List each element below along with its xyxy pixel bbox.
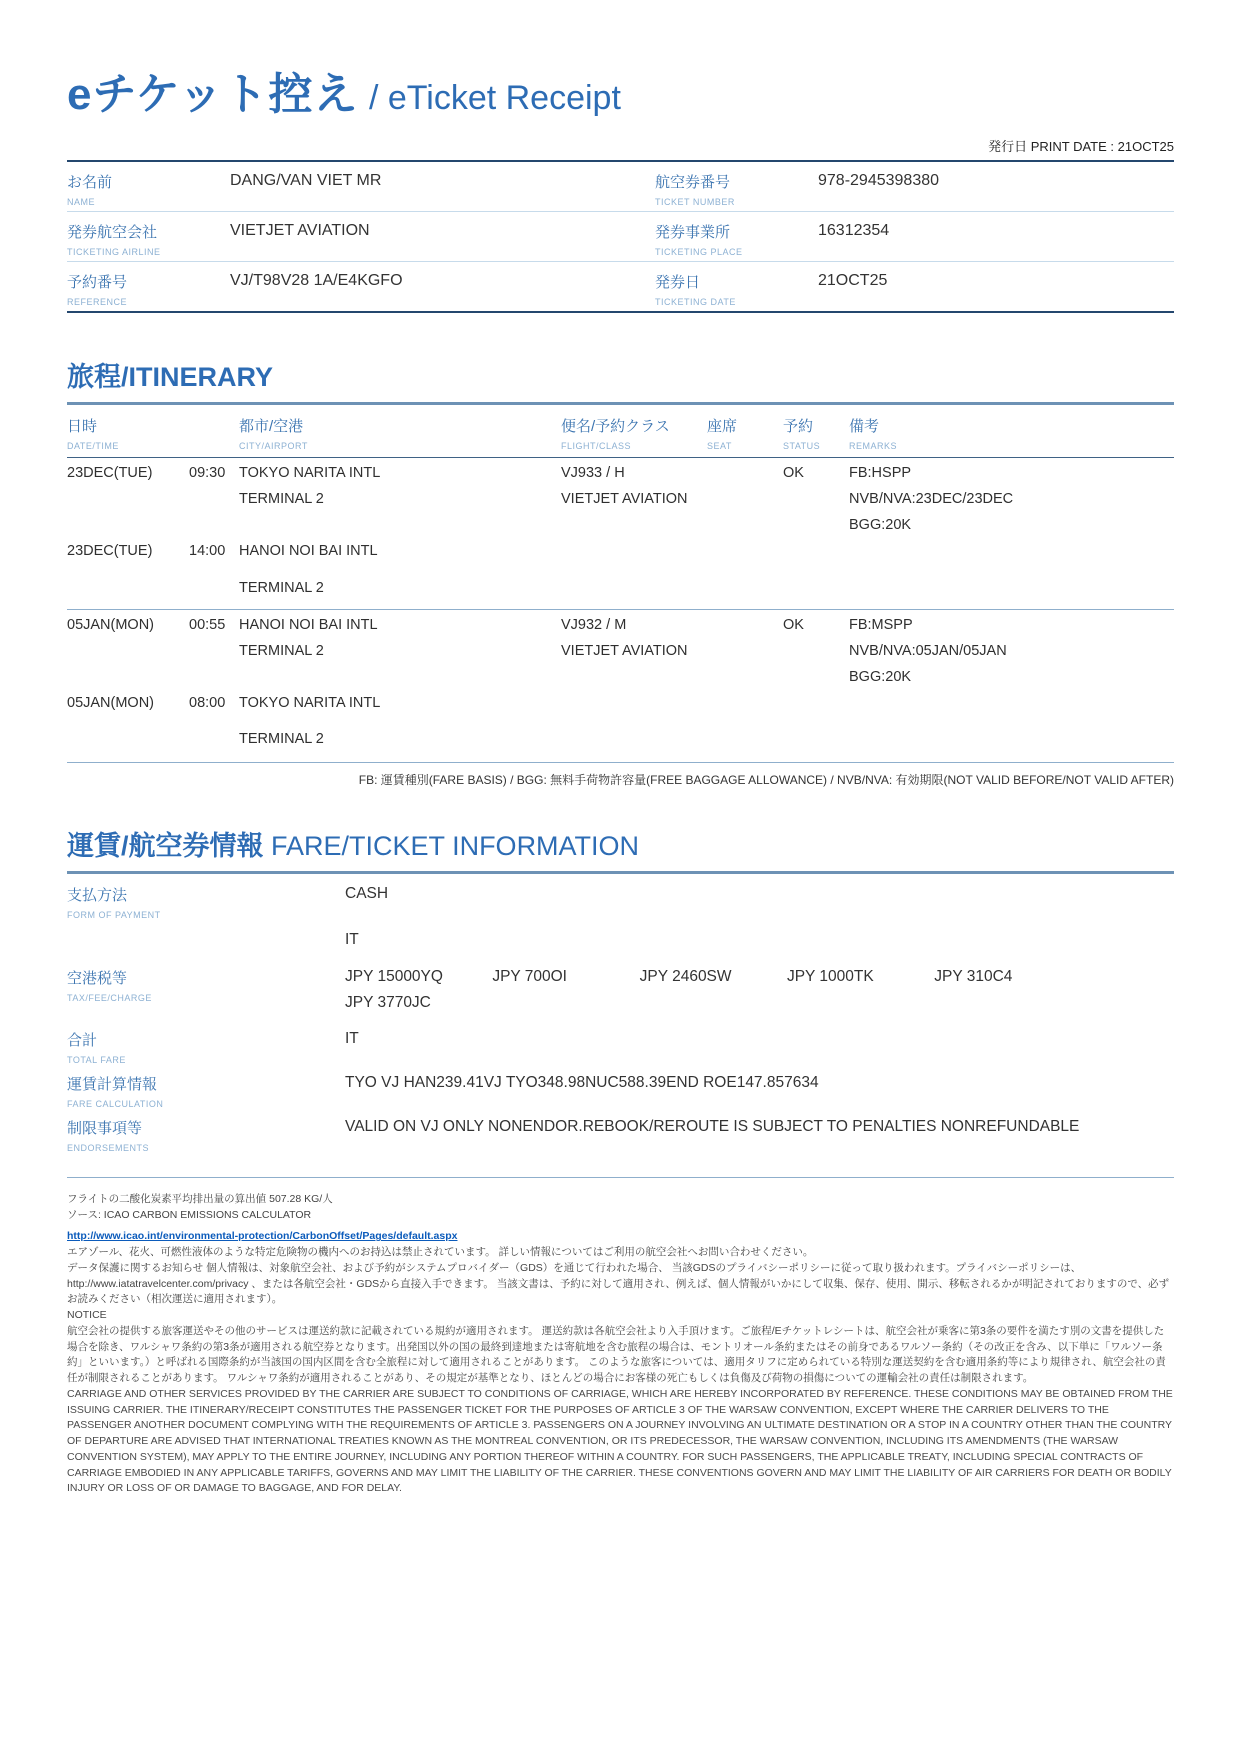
fineprint-block xyxy=(67,1192,1174,1497)
ticketing-place-label: 発券事業所 TICKETING PLACE xyxy=(655,224,743,257)
dep-airport: HANOI NOI BAI INTL xyxy=(239,616,378,633)
payment-label: 支払方法 FORM OF PAYMENT xyxy=(67,887,161,921)
co2-source: ソース: ICAO CARBON EMISSIONS CALCULATOR xyxy=(67,1208,312,1221)
page-title xyxy=(67,58,1174,122)
itinerary-segment-2 xyxy=(67,610,1174,751)
flight-number: VJ932 / M xyxy=(561,616,627,633)
carbon-offset-link[interactable]: http://www.icao.int/environmental-protection/CarbonOffset/Pages/default.aspx xyxy=(67,1230,458,1243)
remark-baggage: BGG:20K xyxy=(849,668,912,685)
page-title-en: / eTicket Receipt xyxy=(368,79,621,117)
ticket-number: 978-2945398380 xyxy=(818,172,940,189)
arr-time: 08:00 xyxy=(189,695,226,711)
ticketing-airline: VIETJET AVIATION xyxy=(230,222,370,239)
flight-number: VJ933 / H xyxy=(561,465,625,481)
remark-validity: NVB/NVA:05JAN/05JAN xyxy=(849,642,1007,659)
info-row-reference xyxy=(67,262,1174,311)
dep-date: 05JAN(MON) xyxy=(67,616,155,633)
fare-row-tax xyxy=(67,957,1174,1019)
carrier: VIETJET AVIATION xyxy=(561,642,688,659)
status: OK xyxy=(783,465,804,481)
col-seat: 座席 SEAT xyxy=(707,418,738,451)
endorsements-value: VALID ON VJ ONLY NONENDOR.REBOOK/REROUTE IS SUBJECT TO PENALTIES NONREFUNDABLE xyxy=(345,1117,1080,1135)
col-date: 日時 DATE/TIME xyxy=(67,418,119,451)
dep-terminal: TERMINAL 2 xyxy=(239,642,324,659)
itinerary-segment-1 xyxy=(67,458,1174,599)
itinerary-footnote: FB: 運賃種別(FARE BASIS) / BGG: 無料手荷物許容量(FREE BAGGAGE ALLOWANCE) / NVB/NVA: 有効期限(NOT VALID BEFORE/NOT VALID AFTER) xyxy=(358,773,1174,788)
notice-en: CARRIAGE AND OTHER SERVICES PROVIDED BY THE CARRIER ARE SUBJECT TO CONDITIONS OF CARRIAGE, WHICH ARE HEREBY INCORPORATED BY REFERENCE. THESE CONDITIONS MAY BE OBTAINED FROM THE ISSUING CARRIER. THE ITINERARY/RECEIPT CONSTITUTES THE PASSENGER TICKET FOR THE PURPOSES OF ARTICLE 3 OF THE WARSAW CONVENTION, EXCEPT WHERE THE CARRIER DELIVERS TO THE PASSENGER ANOTHER DOCUMENT COMPLYING WITH THE REQUIREMENTS OF ARTICLE 3. PASSENGERS ON A JOURNEY INVOLVING AN ULTIMATE DESTINATION OR A STOP IN A COUNTRY OTHER THAN THE COUNTRY OF DEPARTURE ARE ADVISED THAT INTERNATIONAL TREATIES KNOWN AS THE MONTREAL CONVENTION, OR ITS PREDECESSOR, THE WARSAW CONVENTION, INCLUDING ITS AMENDMENTS (THE WARSAW CONVENTION SYSTEM), MAY APPLY TO THE ENTIRE JOURNEY, INCLUDING ANY PORTION THEREOF WITHIN A COUNTRY. FOR SUCH PASSENGERS, THE APPLICABLE TREATY, INCLUDING SPECIAL CONTRACTS OF CARRIAGE EMBODIED IN ANY APPLICABLE TARIFFS, GOVERNS AND MAY LIMIT THE LIABILITY OF THE CARRIER. THESE CONVENTIONS GOVERN AND MAY LIMIT THE LIABILITY OF AIR CARRIERS FOR DEATH OR BODILY INJURY OR LOSS OF OR DAMAGE TO BAGGAGE, AND FOR DELAY. xyxy=(67,1387,1173,1495)
itinerary-table-header xyxy=(67,405,1174,457)
fare-section-title: 運賃/航空券情報 FARE/TICKET INFORMATION xyxy=(67,831,640,862)
remark-baggage: BGG:20K xyxy=(849,517,912,534)
payment-value: CASH IT xyxy=(345,885,389,949)
arr-terminal: TERMINAL 2 xyxy=(239,579,324,596)
ticketing-airline-label: 発券航空会社 TICKETING AIRLINE xyxy=(67,224,161,257)
ticketing-date: 21OCT25 xyxy=(818,272,888,289)
print-date: 発行日 PRINT DATE : 21OCT25 xyxy=(988,139,1174,154)
dep-time: 00:55 xyxy=(189,616,226,633)
passenger-name: DANG/VAN VIET MR xyxy=(230,172,382,189)
fineprint-top-divider xyxy=(67,1177,1174,1178)
arr-airport: TOKYO NARITA INTL xyxy=(239,695,381,711)
dep-date: 23DEC(TUE) xyxy=(67,465,153,481)
total-label: 合計 TOTAL FARE xyxy=(67,1031,126,1065)
ticketing-date-label: 発券日 TICKETING DATE xyxy=(655,274,736,307)
carrier: VIETJET AVIATION xyxy=(561,491,688,508)
tax-c4: JPY 310C4 xyxy=(934,967,1013,985)
fare-row-endorsements xyxy=(67,1115,1174,1159)
remark-fare-basis: FB:HSPP xyxy=(849,465,912,481)
arr-time: 14:00 xyxy=(189,543,226,560)
ticketing-place: 16312354 xyxy=(818,222,890,239)
col-flight: 便名/予約クラス FLIGHT/CLASS xyxy=(561,418,670,451)
notice-label: NOTICE xyxy=(67,1309,107,1322)
status: OK xyxy=(783,616,804,633)
co2-line: フライトの二酸化炭素平均排出量の算出値 507.28 KG/人 xyxy=(67,1192,333,1205)
arr-date: 23DEC(TUE) xyxy=(67,543,153,560)
notice-jp: 航空会社の提供する旅客運送やその他のサービスは運送約款に記載されている規約が適用されます。 運送約款は各航空会社より入手頂けます。ご旅程/Eチケットレシートは、航空会社が乗客に第3条の要件を満たす別の文書を提供した場合を除き、ワルシャワ条約の第3条が適用される航空券となります。出発国以外の国の最終到達地または寄航地を含む旅程の場合は、モントリオール条約またはその前身であるワルソー条約（その改正を含み、以下単に「ワルソー条約」といいます。）と呼ばれる国際条約が当該国の国内区間を含む全旅程に対して適用されることがあります。 このような旅客については、適用タリフに定められている特別な運送契約を含む適用条約等により規律され、航空会社の責任が制限されることがあります。 ワルシャワ条約が適用されることがあり、その規定が基準となり、ほとんどの場合にお客様の死亡もしくは負傷及び荷物の損傷についての運輸会社の責任は制限されます。 xyxy=(67,1324,1166,1385)
privacy-notice: データ保護に関するお知らせ 個人情報は、対象航空会社、および予約がシステムプロバイダー（GDS）を通じて行われた場合、 当該GDSのプライバシーポリシーに従って取り扱われます。プライバシーポリシーは、 http://www.iatatravelcenter.com/privacy 、または各航空会社・GDSから直接入手できます。 当該文書は、予約に対して適用され、例えば、個人情報がいかにして収集、保存、使用、開示、移転されるかが明記されておりますので、必ずお読みください（相次運送に適用されます）。 xyxy=(67,1261,1170,1306)
fare-row-payment xyxy=(67,874,1174,956)
remark-validity: NVB/NVA:23DEC/23DEC xyxy=(849,491,1014,508)
dep-time: 09:30 xyxy=(189,465,226,481)
total-value: IT xyxy=(345,1029,359,1047)
info-row-airline xyxy=(67,212,1174,261)
tax-sw: JPY 2460SW xyxy=(639,967,732,985)
seat xyxy=(707,458,783,484)
info-bottom-divider xyxy=(67,311,1174,313)
remark-fare-basis: FB:MSPP xyxy=(849,616,913,633)
tax-values xyxy=(345,967,1174,1013)
dep-airport: TOKYO NARITA INTL xyxy=(239,465,381,481)
calculation-label: 運賃計算情報 FARE CALCULATION xyxy=(67,1075,164,1109)
endorsements-label: 制限事項等 ENDORSEMENTS xyxy=(67,1119,150,1153)
seat xyxy=(707,610,783,636)
arr-terminal: TERMINAL 2 xyxy=(239,731,324,748)
calculation-value: TYO VJ HAN239.41VJ TYO348.98NUC588.39END ROE147.857634 xyxy=(345,1073,819,1091)
page-title-jp: eチケット控え xyxy=(67,70,359,119)
tax-oi: JPY 700OI xyxy=(492,967,567,985)
dep-terminal: TERMINAL 2 xyxy=(239,491,324,508)
col-status: 予約 STATUS xyxy=(783,418,821,451)
arr-date: 05JAN(MON) xyxy=(67,695,155,711)
col-city: 都市/空港 CITY/AIRPORT xyxy=(239,418,308,451)
tax-yq: JPY 15000YQ xyxy=(345,967,443,985)
dangerous-goods-notice: エアゾール、花火、可燃性液体のような特定危険物の機内へのお持込は禁止されています。 詳しい情報についてはご利用の航空会社へお問い合わせください。 xyxy=(67,1246,814,1259)
tax-tk: JPY 1000TK xyxy=(786,967,874,985)
fare-row-total xyxy=(67,1019,1174,1071)
name-label: お名前 NAME xyxy=(67,174,113,207)
itinerary-section-title: 旅程/ITINERARY xyxy=(67,362,274,392)
fare-row-calculation xyxy=(67,1071,1174,1115)
tax-jc: JPY 3770JC xyxy=(345,993,431,1011)
col-remarks: 備考 REMARKS xyxy=(849,418,898,451)
itinerary-bottom-divider xyxy=(67,762,1174,763)
arr-airport: HANOI NOI BAI INTL xyxy=(239,543,378,560)
booking-reference: VJ/T98V28 1A/E4KGFO xyxy=(230,272,403,289)
tax-label: 空港税等 TAX/FEE/CHARGE xyxy=(67,969,152,1003)
info-row-name xyxy=(67,162,1174,211)
reference-label: 予約番号 REFERENCE xyxy=(67,274,128,307)
ticket-number-label: 航空券番号 TICKET NUMBER xyxy=(655,174,735,207)
